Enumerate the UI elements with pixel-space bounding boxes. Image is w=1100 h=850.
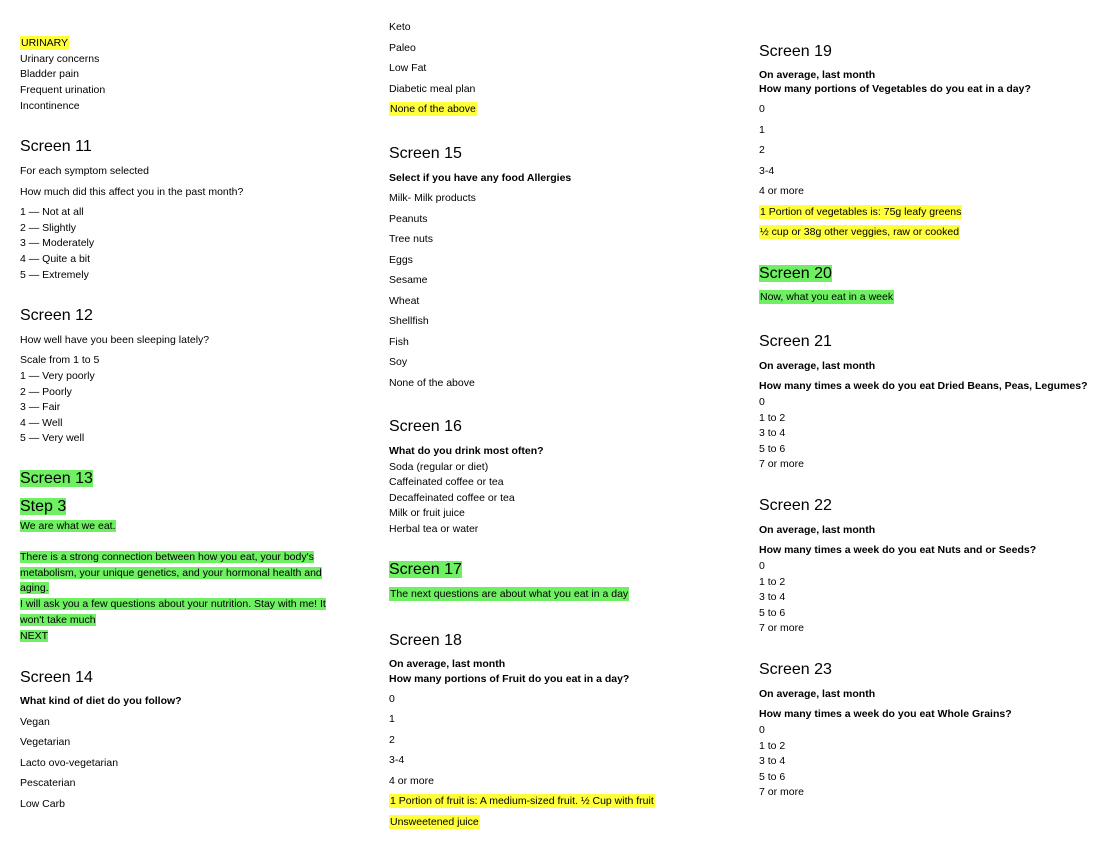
list-item: Bladder pain bbox=[20, 68, 79, 80]
option-item: 3 to 4 bbox=[759, 427, 786, 439]
list-item: Incontinence bbox=[20, 100, 80, 112]
screen-19-subtitle: On average, last month bbox=[759, 69, 876, 81]
screen-23-subtitle: On average, last month bbox=[759, 688, 876, 700]
screen-21-question: How many times a week do you eat Dried Beans, Peas, Legumes? bbox=[759, 380, 1088, 392]
screen-23-question: How many times a week do you eat Whole Grains? bbox=[759, 708, 1012, 720]
option-item: 2 — Poorly bbox=[20, 386, 72, 398]
screen-20-text: Now, what you eat in a week bbox=[760, 291, 894, 303]
option-item: 5 to 6 bbox=[759, 443, 786, 455]
screen-21-title: Screen 21 bbox=[759, 333, 832, 350]
option-item: Lacto ovo-vegetarian bbox=[20, 757, 119, 769]
screen-23-title: Screen 23 bbox=[759, 661, 832, 678]
screen-15-title: Screen 15 bbox=[389, 145, 462, 162]
option-item: Caffeinated coffee or tea bbox=[389, 476, 504, 488]
option-item: Paleo bbox=[389, 42, 416, 54]
option-item: 1 — Very poorly bbox=[20, 370, 95, 382]
urinary-title: URINARY bbox=[21, 37, 69, 49]
option-item: 2 — Slightly bbox=[20, 222, 77, 234]
option-item: 1 — Not at all bbox=[20, 206, 84, 218]
vegetable-portion-note: 1 Portion of vegetables is: 75g leafy greens bbox=[760, 206, 962, 218]
option-item: Shellfish bbox=[389, 315, 429, 327]
option-item: 4 — Quite a bit bbox=[20, 253, 91, 265]
vegetable-portion-note-2: ½ cup or 38g other veggies, raw or cooked bbox=[760, 226, 960, 238]
option-item: 0 bbox=[759, 103, 765, 115]
screen-17-title: Screen 17 bbox=[389, 561, 462, 578]
option-item: Milk or fruit juice bbox=[389, 507, 465, 519]
option-item: Tree nuts bbox=[389, 233, 433, 245]
option-item: 0 bbox=[759, 560, 765, 572]
option-item: 3-4 bbox=[389, 754, 405, 766]
option-item: 0 bbox=[759, 396, 765, 408]
option-item: Eggs bbox=[389, 254, 413, 266]
option-item: 4 or more bbox=[759, 185, 804, 197]
option-item: 2 bbox=[389, 734, 395, 746]
option-item: Low Fat bbox=[389, 62, 427, 74]
option-item: 5 — Extremely bbox=[20, 269, 89, 281]
option-item: Soda (regular or diet) bbox=[389, 461, 489, 473]
screen-20-title: Screen 20 bbox=[759, 265, 832, 282]
option-item: Vegan bbox=[20, 716, 50, 728]
screen-22-title: Screen 22 bbox=[759, 497, 832, 514]
next-label: NEXT bbox=[20, 630, 49, 642]
option-item: Herbal tea or water bbox=[389, 523, 479, 535]
screen-19-title: Screen 19 bbox=[759, 43, 832, 60]
option-item: 5 to 6 bbox=[759, 607, 786, 619]
option-item: Soy bbox=[389, 356, 408, 368]
option-item-none: None of the above bbox=[390, 103, 476, 115]
screen-13-title: Screen 13 bbox=[20, 470, 93, 487]
option-item: 3 — Fair bbox=[20, 401, 61, 413]
screen-21-subtitle: On average, last month bbox=[759, 360, 876, 372]
screen-18-title: Screen 18 bbox=[389, 632, 462, 649]
option-item: 1 bbox=[759, 124, 765, 136]
option-item: 5 — Very well bbox=[20, 432, 85, 444]
screen-17-text: The next questions are about what you eat in a day bbox=[390, 588, 629, 600]
option-item: 3 to 4 bbox=[759, 755, 786, 767]
option-item: Fish bbox=[389, 336, 409, 348]
option-item: 7 or more bbox=[759, 622, 804, 634]
option-item: 7 or more bbox=[759, 458, 804, 470]
option-item: Milk- Milk products bbox=[389, 192, 476, 204]
screen-16-title: Screen 16 bbox=[389, 418, 462, 435]
option-item: 3 to 4 bbox=[759, 591, 786, 603]
option-item: 2 bbox=[759, 144, 765, 156]
option-item: 1 to 2 bbox=[759, 412, 786, 424]
screen-14-question: What kind of diet do you follow? bbox=[20, 695, 182, 707]
screen-22-subtitle: On average, last month bbox=[759, 524, 876, 536]
option-item: Sesame bbox=[389, 274, 428, 286]
option-item: 0 bbox=[759, 724, 765, 736]
screen-11-title: Screen 11 bbox=[20, 138, 92, 155]
option-item: Pescaterian bbox=[20, 777, 76, 789]
fruit-portion-note: 1 Portion of fruit is: A medium-sized fruit. ½ Cup with fruit bbox=[390, 795, 654, 807]
screen-16-question: What do you drink most often? bbox=[389, 445, 544, 457]
fruit-portion-note-2: Unsweetened juice bbox=[390, 816, 479, 828]
option-item: Wheat bbox=[389, 295, 420, 307]
screen-11-line-2: How much did this affect you in the past month? bbox=[20, 186, 244, 198]
option-item: Vegetarian bbox=[20, 736, 71, 748]
option-item: 0 bbox=[389, 693, 395, 705]
option-item: Decaffeinated coffee or tea bbox=[389, 492, 515, 504]
option-item: None of the above bbox=[389, 377, 475, 389]
option-item: Low Carb bbox=[20, 798, 65, 810]
screen-12-title: Screen 12 bbox=[20, 307, 93, 324]
screen-15-question: Select if you have any food Allergies bbox=[389, 172, 572, 184]
option-item: 1 to 2 bbox=[759, 576, 786, 588]
option-item: 4 or more bbox=[389, 775, 434, 787]
option-item: Keto bbox=[389, 21, 411, 33]
screen-19-question: How many portions of Vegetables do you eat in a day? bbox=[759, 83, 1031, 95]
option-item: 3-4 bbox=[759, 165, 775, 177]
option-item: 5 to 6 bbox=[759, 771, 786, 783]
screen-13-paragraph-1: There is a strong connection between how you eat, your body's metabolism, your unique genetics, and your hormonal health and aging. bbox=[20, 551, 322, 595]
option-item: 1 to 2 bbox=[759, 740, 786, 752]
step-3-title: Step 3 bbox=[20, 498, 67, 515]
option-item: 7 or more bbox=[759, 786, 804, 798]
screen-18-question: How many portions of Fruit do you eat in a day? bbox=[389, 673, 630, 685]
screen-13-paragraph-2: I will ask you a few questions about your nutrition. Stay with me! It won't take much bbox=[20, 598, 326, 626]
list-item: Frequent urination bbox=[20, 84, 106, 96]
screen-12-line-1: How well have you been sleeping lately? bbox=[20, 334, 210, 346]
option-item: Peanuts bbox=[389, 213, 428, 225]
screen-18-subtitle: On average, last month bbox=[389, 658, 506, 670]
list-item: Urinary concerns bbox=[20, 53, 100, 65]
option-item: 3 — Moderately bbox=[20, 237, 95, 249]
option-item: Diabetic meal plan bbox=[389, 83, 476, 95]
option-item: 1 bbox=[389, 713, 395, 725]
screen-14-title: Screen 14 bbox=[20, 669, 93, 686]
screen-22-question: How many times a week do you eat Nuts and or Seeds? bbox=[759, 544, 1037, 556]
screen-13-tagline: We are what we eat. bbox=[20, 520, 116, 532]
option-item: 4 — Well bbox=[20, 417, 63, 429]
screen-11-line-1: For each symptom selected bbox=[20, 165, 149, 177]
screen-12-line-2: Scale from 1 to 5 bbox=[20, 354, 100, 366]
